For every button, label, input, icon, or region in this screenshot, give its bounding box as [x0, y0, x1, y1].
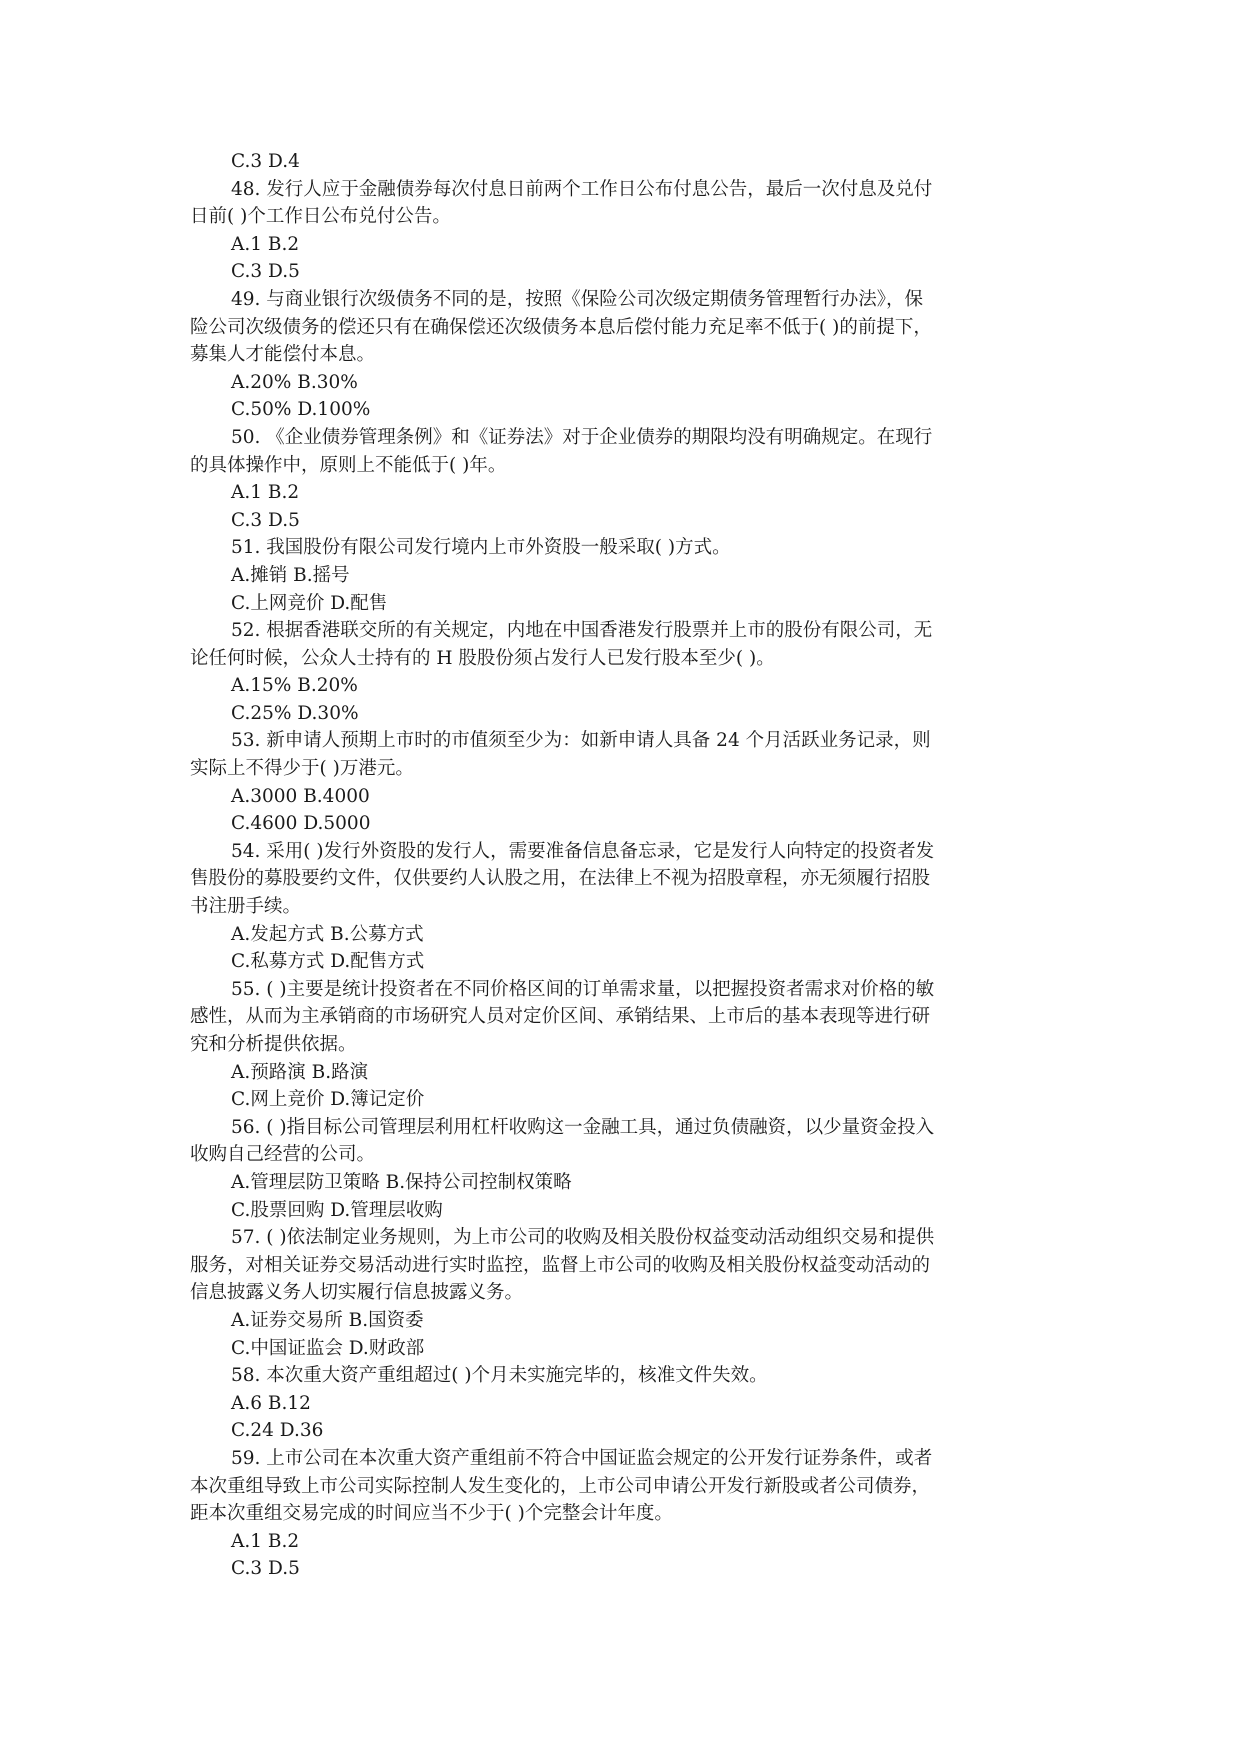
answer-options-line: C.3 D.5 [231, 509, 300, 531]
question-stem-first-line: 50. 《企业债券管理条例》和《证券法》对于企业债券的期限均没有明确规定。在现行 [231, 426, 933, 448]
question-stem-first-line: 57. ( )依法制定业务规则，为上市公司的收购及相关股份权益变动活动组织交易和提供 [231, 1227, 935, 1249]
answer-options-line: A.1 B.2 [231, 482, 300, 504]
question-stem-line: 距本次重组交易完成的时间应当不少于( )个完整会计年度。 [190, 1503, 673, 1525]
answer-options-line: C.上网竞价 D.配售 [231, 592, 388, 614]
question-stem-first-line: 58. 本次重大资产重组超过( )个月未实施完毕的，核准文件失效。 [231, 1365, 768, 1387]
question-stem-line: 实际上不得少于( )万港元。 [190, 758, 414, 780]
question-stem-line: 募集人才能偿付本息。 [190, 344, 376, 366]
question-stem-line: 服务，对相关证券交易活动进行实时监控，监督上市公司的收购及相关股份权益变动活动的 [190, 1254, 931, 1276]
question-stem-line: 的具体操作中，原则上不能低于( )年。 [190, 454, 507, 476]
answer-options-line: A.预路演 B.路演 [231, 1061, 369, 1083]
question-stem-first-line: 56. ( )指目标公司管理层利用杠杆收购这一金融工具，通过负债融资，以少量资金投入 [231, 1116, 935, 1138]
question-block [190, 727, 1070, 837]
question-block [190, 838, 1070, 976]
question-block [190, 1445, 1070, 1583]
answer-options-line: C.中国证监会 D.财政部 [231, 1337, 425, 1359]
answer-options-line: C.股票回购 D.管理层收购 [231, 1199, 443, 1221]
question-block [190, 1224, 1070, 1362]
question-stem-line: 售股份的募股要约文件，仅供要约人认股之用，在法律上不视为招股章程，亦无须履行招股 [190, 868, 931, 890]
question-stem-first-line: 51. 我国股份有限公司发行境内上市外资股一般采取( )方式。 [231, 537, 731, 559]
question-block [190, 286, 1070, 424]
answer-options-line: A.1 B.2 [231, 1530, 300, 1552]
answer-options-line: A.20% B.30% [231, 371, 358, 393]
question-list [190, 176, 1070, 1583]
question-block [190, 617, 1070, 727]
answer-options-line: A.发起方式 B.公募方式 [231, 923, 424, 945]
question-stem-first-line: 55. ( )主要是统计投资者在不同价格区间的订单需求量，以把握投资者需求对价格的敏 [231, 978, 935, 1000]
answer-options-line: A.摊销 B.摇号 [231, 564, 350, 586]
question-block [190, 1362, 1070, 1445]
question-stem-line: 收购自己经营的公司。 [190, 1144, 376, 1166]
answer-options-line: C.50% D.100% [231, 399, 371, 421]
answer-options-line: A.1 B.2 [231, 233, 300, 255]
question-stem-first-line: 59. 上市公司在本次重大资产重组前不符合中国证监会规定的公开发行证券条件，或者 [231, 1447, 933, 1469]
answer-options-line: C.24 D.36 [231, 1420, 324, 1442]
question-stem-line: 本次重组导致上市公司实际控制人发生变化的，上市公司申请公开发行新股或者公司债券， [190, 1475, 931, 1497]
answer-options-line: C.3 D.5 [231, 1558, 300, 1580]
answer-options-line: C.3 D.5 [231, 261, 300, 283]
question-stem-first-line: 54. 采用( )发行外资股的发行人，需要准备信息备忘录，它是发行人向特定的投资者发 [231, 840, 935, 862]
question-stem-line: 日前( )个工作日公布兑付公告。 [190, 206, 451, 228]
answer-options-line: A.证券交易所 B.国资委 [231, 1309, 424, 1331]
document-page [190, 148, 1070, 1583]
question-block [190, 976, 1070, 1114]
question-stem-first-line: 52. 根据香港联交所的有关规定，内地在中国香港发行股票并上市的股份有限公司，无 [231, 620, 933, 642]
question-stem-line: 险公司次级债务的偿还只有在确保偿还次级债务本息后偿付能力充足率不低于( )的前提下， [190, 316, 932, 338]
question-block [190, 1114, 1070, 1224]
question-stem-line: 感性，从而为主承销商的市场研究人员对定价区间、承销结果、上市后的基本表现等进行研 [190, 1006, 931, 1028]
answer-options-line: A.15% B.20% [231, 675, 358, 697]
answer-options-line: C.25% D.30% [231, 702, 359, 724]
question-block [190, 424, 1070, 534]
question-block [190, 176, 1070, 286]
question-stem-line: 究和分析提供依据。 [190, 1034, 357, 1055]
question-stem-line: 书注册手续。 [190, 896, 302, 918]
answer-options-line: A.6 B.12 [231, 1392, 311, 1414]
answer-options-line: C.网上竞价 D.簿记定价 [231, 1089, 425, 1111]
lead-options-line: C.3 D.4 [231, 151, 300, 172]
answer-options-line: C.私募方式 D.配售方式 [231, 951, 425, 973]
answer-options-line: A.管理层防卫策略 B.保持公司控制权策略 [231, 1171, 572, 1193]
question-stem-first-line: 48. 发行人应于金融债券每次付息日前两个工作日公布付息公告，最后一次付息及兑付 [231, 178, 933, 200]
question-stem-first-line: 53. 新申请人预期上市时的市值须至少为：如新申请人具备 24 个月活跃业务记录，则 [231, 730, 931, 752]
answer-options-line: C.4600 D.5000 [231, 813, 371, 835]
question-stem-line: 论任何时候，公众人士持有的 H 股股份须占发行人已发行股本至少( )。 [190, 647, 775, 669]
question-block [190, 534, 1070, 617]
answer-options-line: A.3000 B.4000 [231, 785, 370, 807]
question-stem-line: 信息披露义务人切实履行信息披露义务。 [190, 1282, 524, 1304]
question-stem-first-line: 49. 与商业银行次级债务不同的是，按照《保险公司次级定期债务管理暂行办法》，保 [231, 288, 924, 310]
